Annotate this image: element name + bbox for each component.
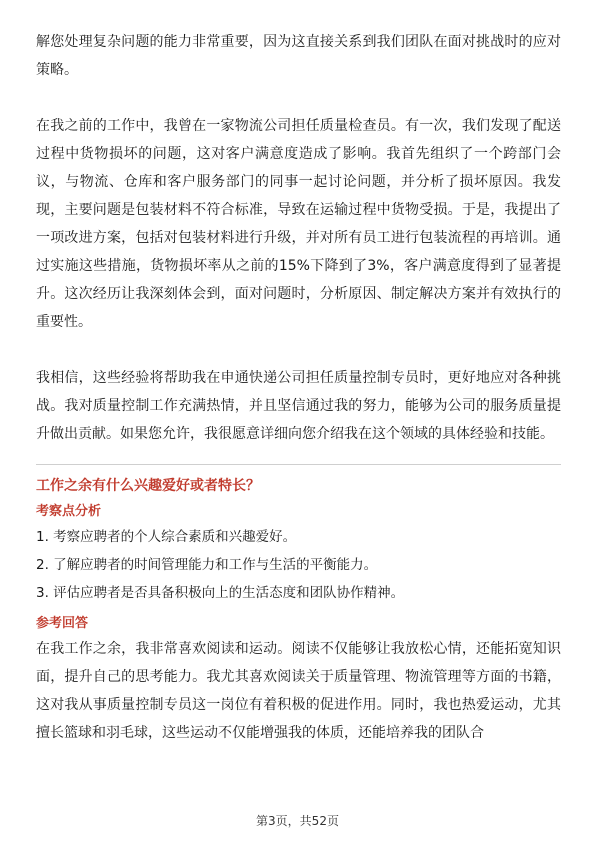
- answer-paragraph: 在我工作之余，我非常喜欢阅读和运动。阅读不仅能够让我放松心情，还能拓宽知识面，提升自己的思考能力。我尤其喜欢阅读关于质量管理、物流管理等方面的书籍，这对我从事质量控制专员这一岗位有着积极的促进作用。同时，我也热爱运动，尤其擅长篮球和羽毛球，这些运动不仅能增强我的体质，还能培养我的团队合: [36, 641, 561, 741]
- page-number: 第3页，共52页: [256, 814, 339, 828]
- question-title: 工作之余有什么兴趣爱好或者特长？: [36, 478, 260, 494]
- analysis-points: [36, 523, 561, 607]
- intro-paragraph: 解您处理复杂问题的能力非常重要，因为这直接关系到我们团队在面对挑战时的应对策略。: [36, 34, 561, 78]
- answer-heading: 参考回答: [36, 616, 89, 631]
- analysis-point: 3. 评估应聘者是否具备积极向上的生活态度和团队协作精神。: [36, 585, 405, 601]
- paragraph-gap: [36, 84, 561, 112]
- paragraph-gap: [36, 336, 561, 364]
- document-body: [36, 28, 561, 747]
- analysis-heading: 考察点分析: [36, 504, 102, 519]
- experience-paragraph: 在我之前的工作中，我曾在一家物流公司担任质量检查员。有一次，我们发现了配送过程中货物损坏的问题，这对客户满意度造成了影响。我首先组织了一个跨部门会议，与物流、仓库和客户服务部门的同事一起讨论问题，并分析了损坏原因。我发现，主要问题是包装材料不符合标准，导致在运输过程中货物受损。于是，我提出了一项改进方案，包括对包装材料进行升级，并对所有员工进行包装流程的再培训。通过实施这些措施，货物损坏率从之前的15%下降到了3%，客户满意度得到了显著提升。这次经历让我深刻体会到，面对问题时，分析原因、制定解决方案并有效执行的重要性。: [36, 118, 561, 330]
- analysis-point: 1. 考察应聘者的个人综合素质和兴趣爱好。: [36, 529, 297, 545]
- closing-paragraph: 我相信，这些经验将帮助我在申通快递公司担任质量控制专员时，更好地应对各种挑战。我对质量控制工作充满热情，并且坚信通过我的努力，能够为公司的服务质量提升做出贡献。如果您允许，我很愿意详细向您介绍我在这个领域的具体经验和技能。: [36, 370, 561, 442]
- analysis-point: 2. 了解应聘者的时间管理能力和工作与生活的平衡能力。: [36, 557, 378, 573]
- section-divider: [36, 464, 561, 465]
